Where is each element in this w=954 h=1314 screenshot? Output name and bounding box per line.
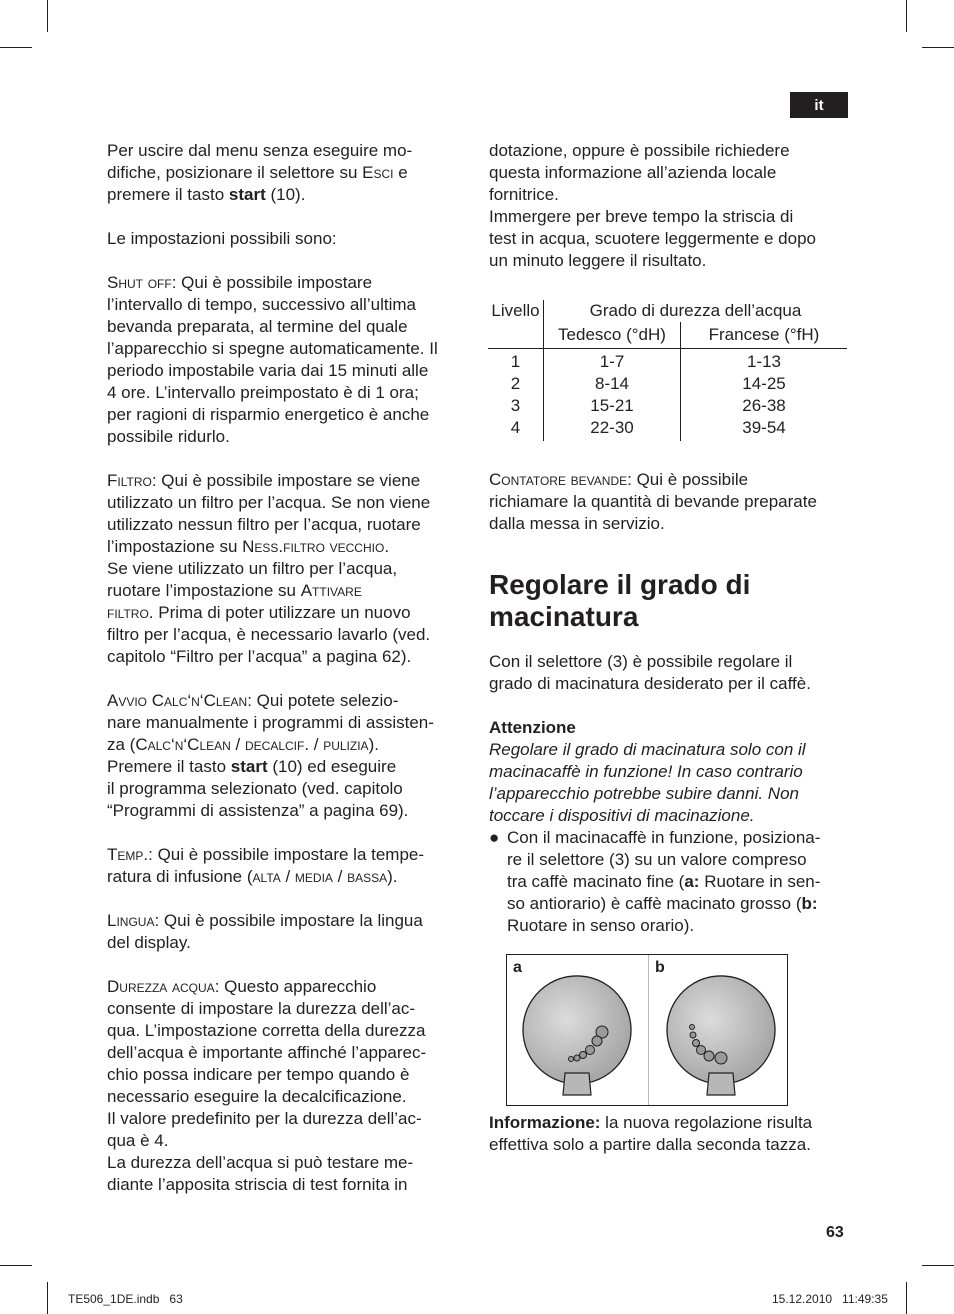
language-tab: it: [790, 92, 848, 118]
grinder-figure: [506, 954, 788, 1106]
crop-mark: [47, 0, 48, 32]
table-header-de: Tedesco (°dH): [544, 322, 681, 349]
figure-label-b: b: [655, 959, 665, 976]
table-row: 1 1-7 1-13: [488, 349, 847, 374]
crop-mark: [922, 47, 954, 48]
attention-text: Regolare il grado di macinatura solo con il macinacaffè in funzione! In caso contrario l’apparecchio potrebbe subire danni. Non toccare i dispositivi di macinazione.: [489, 740, 806, 825]
right-column: [489, 140, 854, 937]
table-row: 3 15-21 26-38: [488, 395, 847, 417]
grinder-dial-b: [667, 976, 775, 1095]
figure-label-a: a: [513, 959, 522, 976]
crop-mark: [906, 1282, 907, 1314]
table-row: 2 8-14 14-25: [488, 373, 847, 395]
page-number: 63: [826, 1224, 844, 1241]
bullet-dot: ●: [489, 828, 500, 847]
info-paragraph: Informazione: la nuova regolazione risulta effettiva solo a partire dalla seconda tazza.: [489, 1113, 813, 1154]
lingua-paragraph: Lingua: Qui è possibile impostare la lingua del display.: [107, 911, 423, 952]
footer-timestamp: 15.12.2010 11:49:35: [772, 1292, 888, 1306]
contatore-paragraph: Contatore bevande: Qui è possibile richiamare la quantità di bevande preparate dalla messa in servizio.: [489, 470, 817, 533]
shutoff-paragraph: Shut off: Qui è possibile impostare l’intervallo di tempo, successivo all’ultima bevanda preparata, al termine del quale l’apparecchio si spegne automaticamente. Il periodo impostabile varia dai 15 minuti alle 4 ore. L’intervallo preimpostato è di 1 ora; per ragioni di risparmio energetico è anche possibile ridurlo.: [107, 273, 438, 446]
crop-mark: [47, 1282, 48, 1314]
crop-mark: [0, 1265, 32, 1266]
attention-title: Attenzione: [489, 718, 576, 737]
table-header-fr: Francese (°fH): [681, 322, 848, 349]
table-row: 4 22-30 39-54: [488, 417, 847, 441]
exit-paragraph: Per uscire dal menu senza eseguire mo- difiche, posizionare il selettore su Esci e premere il tasto start (10).: [107, 141, 413, 204]
grind-intro: Con il selettore (3) è possibile regolare il grado di macinatura desiderato per il caffè.: [489, 652, 811, 693]
grinder-dial-illustration: [507, 955, 789, 1107]
temp-paragraph: Temp.: Qui è possibile impostare la tempe- ratura di infusione (alta / media / bassa).: [107, 845, 425, 886]
avvio-paragraph: Avvio Calc‘n‘Clean: Qui potete selezio- nare manualmente i programmi di assisten- za (Calc‘n‘Clean / decalcif. / pulizia). Premere il tasto start (10) ed eseguire il programma selezionato (ved. capitolo “Programmi di assistenza” a pagina 69).: [107, 691, 434, 820]
settings-intro: Le impostazioni possibili sono:: [107, 229, 337, 248]
crop-mark: [0, 47, 32, 48]
left-column: [107, 140, 469, 1196]
info-block: [489, 1112, 854, 1156]
section-heading: Regolare il grado di macinatura: [489, 569, 751, 632]
table-header-level: Livello: [491, 301, 540, 320]
bullet-item: ● Con il macinacaffè in funzione, posiziona- re il selettore (3) su un valore compreso tra caffè macinato fine (a: Ruotare in sen- so antiorario) è caffè macinato grosso (b: Ruotare in senso orario).: [489, 828, 821, 935]
water-hardness-table: [488, 300, 847, 441]
test-strip-paragraph: dotazione, oppure è possibile richiedere questa informazione all’azienda locale fornitrice. Immergere per breve tempo la striscia di test in acqua, scuotere leggermente e dopo un minuto leggere il risultato.: [489, 141, 816, 270]
grinder-dial-a: [523, 976, 631, 1095]
crop-mark: [906, 0, 907, 32]
crop-mark: [922, 1265, 954, 1266]
durezza-paragraph: Durezza acqua: Questo apparecchio consente di impostare la durezza dell’ac- qua. L’impostazione corretta della durezza dell’acqua è importante affinché l’apparec- chio possa indicare per tempo quando è necessario eseguire la decalcificazione. Il valore predefinito per la durezza dell’ac- qua è 4. La durezza dell’acqua si può testare me- diante l’apposita striscia di test fornita in: [107, 977, 427, 1194]
footer-file: TE506_1DE.indb 63: [68, 1292, 183, 1306]
table-header-group: Grado di durezza dell’acqua: [544, 300, 848, 322]
filtro-paragraph: Filtro: Qui è possibile impostare se viene utilizzato un filtro per l’acqua. Se non viene utilizzato nessun filtro per l’acqua, ruotare l’impostazione su Ness.filtro vecchio. Se viene utilizzato un filtro per l’acqua, ruotare l’impostazione su Attivare filtro. Prima di poter utilizzare un nuovo filtro per l’acqua, è necessario lavarlo (ved. capitolo “Filtro per l’acqua” a pagina 62).: [107, 471, 431, 666]
